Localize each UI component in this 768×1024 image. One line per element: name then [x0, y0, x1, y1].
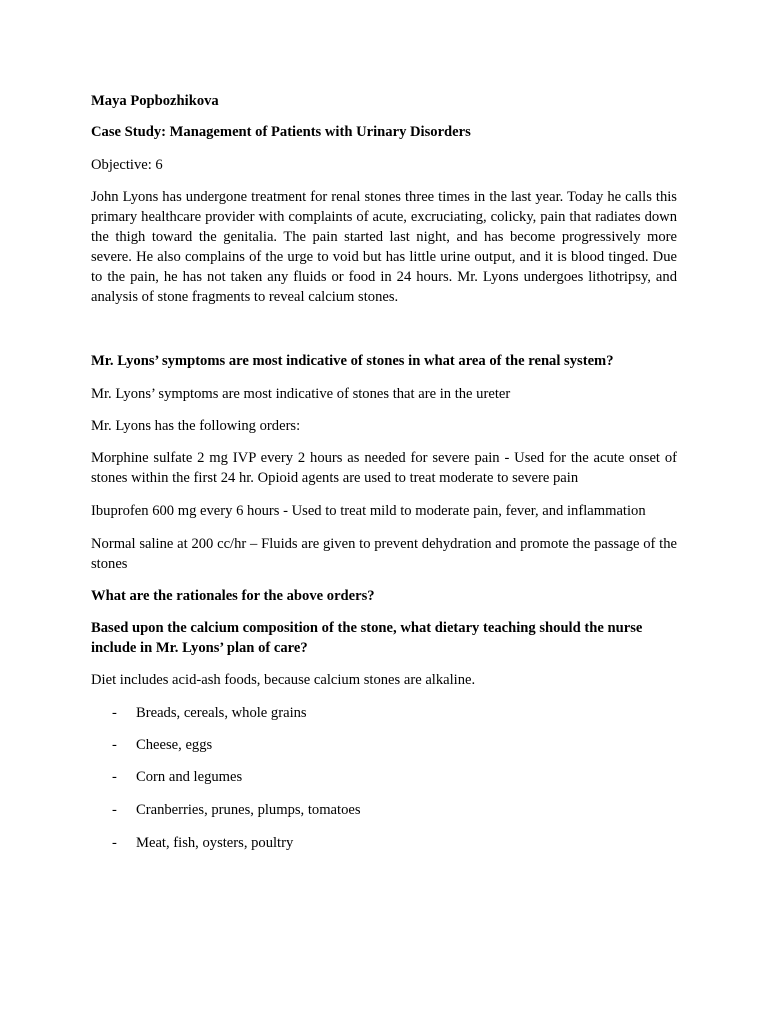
objective-line: Objective: 6 — [91, 157, 163, 173]
bullet-dash: - — [112, 802, 117, 818]
question-rationales: What are the rationales for the above orders? — [91, 588, 375, 604]
order-ibuprofen: Ibuprofen 600 mg every 6 hours - Used to treat mild to moderate pain, fever, and inflammation — [91, 503, 646, 519]
case-description: John Lyons has undergone treatment for renal stones three times in the last year. Today he calls this primary healthcare provider with complaints of acute, excruciating, colicky, pain that radiates down the thigh toward the genitalia. The pain started last night, and has become progressively more severe. He also complains of the urge to void but has little urine output, and it is blood tinged. Due to the pain, he has not taken any fluids or food in 24 hours. Mr. Lyons undergoes lithotripsy, and analysis of stone fragments to reveal calcium stones. — [91, 189, 677, 305]
bullet-dash: - — [112, 737, 117, 753]
order-normal-saline: Normal saline at 200 cc/hr – Fluids are given to prevent dehydration and promote the passage of the stones — [91, 536, 677, 572]
diet-item-label: Breads, cereals, whole grains — [136, 705, 307, 721]
bullet-dash: - — [112, 705, 117, 721]
diet-item-label: Meat, fish, oysters, poultry — [136, 835, 294, 851]
question-dietary-teaching: Based upon the calcium composition of the stone, what dietary teaching should the nurse include in Mr. Lyons’ plan of care? — [91, 620, 643, 656]
bullet-dash: - — [112, 835, 117, 851]
document-title: Case Study: Management of Patients with Urinary Disorders — [91, 124, 471, 140]
order-morphine: Morphine sulfate 2 mg IVP every 2 hours as needed for severe pain - Used for the acute onset of stones within the first 24 hr. Opioid agents are used to treat moderate to severe pain — [91, 450, 677, 486]
diet-item-label: Corn and legumes — [136, 769, 243, 785]
diet-item-label: Cranberries, prunes, plumps, tomatoes — [136, 802, 361, 818]
diet-intro: Diet includes acid-ash foods, because calcium stones are alkaline. — [91, 672, 476, 688]
diet-item-label: Cheese, eggs — [136, 737, 213, 753]
answer-stone-location: Mr. Lyons’ symptoms are most indicative of stones that are in the ureter — [91, 386, 511, 402]
bullet-dash: - — [112, 769, 117, 785]
question-stone-location: Mr. Lyons’ symptoms are most indicative of stones in what area of the renal system? — [91, 353, 614, 369]
orders-intro: Mr. Lyons has the following orders: — [91, 418, 301, 434]
author-name: Maya Popbozhikova — [91, 93, 219, 109]
